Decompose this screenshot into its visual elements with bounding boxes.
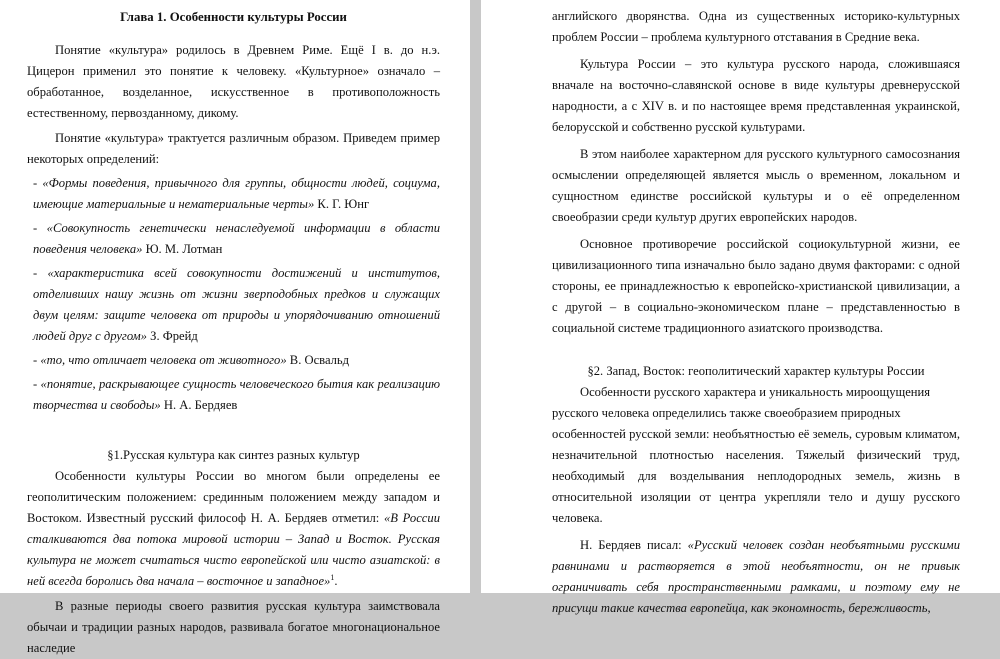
footnote-marker[interactable]: 1 [330,572,335,582]
paragraph-english-nobility: английского дворянства. Одна из существенных историко-культурных проблем России – проблема культурного отставания в Средние века. [552,9,960,44]
definition-author: К. Г. Юнг [314,197,370,211]
definition-author: В. Освальд [286,353,350,367]
document-page-right [481,0,1000,615]
paragraph-culture-definitions-intro: Понятие «культура» трактуется различным образом. Приведем пример некоторых определений: [27,131,440,166]
definition-author: З. Фрейд [146,329,198,343]
paragraph-main-contradiction: Основное противоречие российской социокультурной жизни, ее цивилизационного типа изначально было задано двумя факторами: с одной стороны, ее принадлежностью к европейско-христианской цивилизации, а с другой – в социально-экономическом плане – представленностью в социальной системе традиционного азиатского производства. [552,237,960,335]
paragraph-self-awareness: В этом наиболее характерном для русского культурного самосознания осмыслении определяющей является мысль о временном, локальном и сущностном единстве российской культуры и о её определенном своеобразии среди культур других европейских народов. [552,147,960,224]
page-separator [470,0,481,593]
definition-item: - «то, что отличает человека от животного» В. Освальд [33,353,350,367]
definition-quote: «Совокупность генетически ненаследуемой информации в области поведения человека» [33,221,440,256]
section-1-title: §1.Русская культура как синтез разных культур [107,448,360,462]
paragraph-national-character: Особенности русского характера и уникальность мироощущения русского человека определились также своеобразием природных [552,385,931,420]
definition-quote: «понятие, раскрывающее сущность человеческого бытия как реализацию творчества и свободы» [33,377,440,412]
section-2-title: §2. Запад, Восток: геополитический характер культуры России [587,364,925,378]
paragraph-geopolitical-position: Особенности культуры России во многом были определены ее геополитическим положением: срединным положением между западом и Востоком. Известный русский философ Н. А. Бердяев отметил: «В России сталкиваются два потока мировой истории – Запад и Восток. Русская культура не может считаться чисто европейской или чисто азиатской: в ней всегда боролись два начала – восточное и западное»$^1$. [27,469,440,588]
berdyaev-quote: «В России сталкиваются два потока мировой истории – Запад и Восток. Русская культура не может считаться чисто европейской или чисто азиатской: в ней всегда боролись два начала – восточное и западное» [27,511,440,588]
paragraph-berdyaev-wrote: Н. Бердяев писал: «Русский человек создан необъятными русскими равнинами и растворяется в этой необъятности, он не привык ограничивать себя пространственными рамками, и поэтому ему не присущи такие качества европейца, как экономность, бережливость, [552,538,960,615]
page-right-content [552,0,960,619]
paragraph-land-features: особенностей русской земли: необъятностью её земель, суровым климатом, незначительной плотностью населения. Тяжелый физический труд, необходимый для возделывания неплодородных земель, жизнь в относительной изоляции от центра укрепляли тело и душу русского человека. [552,427,960,525]
definition-author: Н. А. Бердяев [160,398,238,412]
document-page-left [0,0,470,655]
definition-quote: «то, что отличает человека от животного» [40,353,287,367]
definition-quote: «характеристика всей совокупности достижений и институтов, отделивших нашу жизнь от жизни зверподобных предков и служащих двум целям: защите человека от природы и упорядочиванию отношений людей друг с другом» [33,266,440,343]
definition-item: - «Совокупность генетически ненаследуемой информации в области поведения человека» Ю. М. Лотман [33,221,440,256]
page-left-content [27,0,440,659]
paragraph-borrowed-traditions: В разные периоды своего развития русская культура заимствовала обычаи и традиции разных народов, развивала богатое многонациональное наследие [27,599,440,655]
paragraph-culture-origin: Понятие «культура» родилось в Древнем Риме. Ещё I в. до н.э. Цицерон применил это понятие к человеку. «Культурное» означало – обработанное, возделанное, искусственное в противоположность естественному, первозданному, дикому. [27,43,440,120]
definition-quote: «Формы поведения, привычного для группы, общности людей, социума, имеющие материальные и нематериальные черты» [33,176,441,211]
definition-item: - «характеристика всей совокупности достижений и институтов, отделивших нашу жизнь от жизни зверподобных предков и служащих двум целям: защите человека от природы и упорядочиванию отношений людей друг с другом» З. Фрейд [33,266,440,343]
definition-author: Ю. М. Лотман [142,242,223,256]
paragraph-russian-culture-definition: Культура России – это культура русского народа, сложившаяся вначале на восточно-славянской основе в виде культуры древнерусской народности, а с XIV в. и по настоящее время представленная украинской, белорусской и собственно русской культурами. [552,57,960,134]
definition-item: - «понятие, раскрывающее сущность человеческого бытия как реализацию творчества и свободы» Н. А. Бердяев [33,377,440,412]
definition-item: - «Формы поведения, привычного для группы, общности людей, социума, имеющие материальные и нематериальные черты» К. Г. Юнг [33,176,441,211]
berdyaev-russian-man-quote: «Русский человек создан необъятными русскими равнинами и растворяется в этой необъятности, он не привык ограничивать себя пространственными рамками, и поэтому ему не присущи такие качества европейца, как экономность, бережливость, [552,538,960,615]
chapter-title: Глава 1. Особенности культуры России [120,10,347,24]
